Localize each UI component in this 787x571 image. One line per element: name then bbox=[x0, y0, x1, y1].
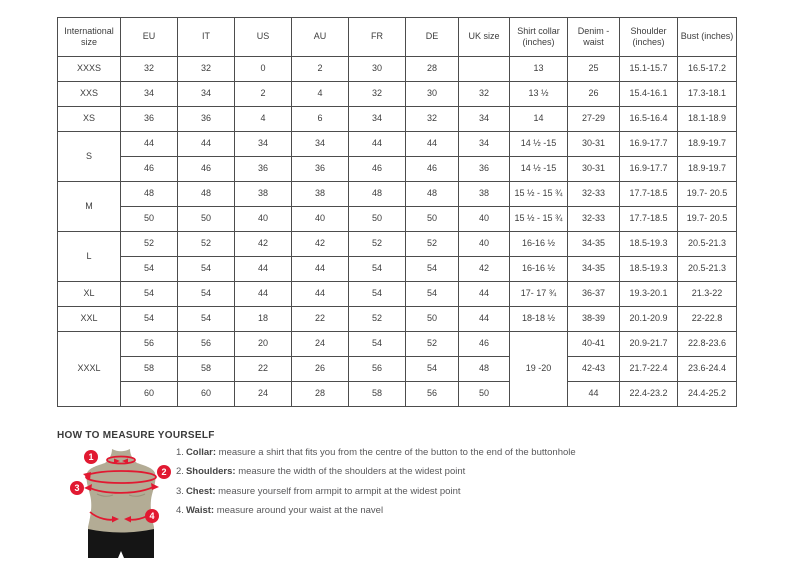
table-row bbox=[58, 307, 737, 332]
table-cell: 42 bbox=[235, 232, 292, 257]
table-cell: 46 bbox=[121, 157, 178, 182]
instruction-text: measure the width of the shoulders at the widest point bbox=[235, 466, 466, 478]
table-cell: 14 bbox=[510, 107, 568, 132]
table-cell: 23.6-24.4 bbox=[678, 357, 737, 382]
table-cell: 50 bbox=[406, 307, 459, 332]
table-cell: 38 bbox=[292, 182, 349, 207]
table-row bbox=[58, 332, 737, 357]
table-cell: 32 bbox=[349, 82, 406, 107]
table-cell: 44 bbox=[349, 132, 406, 157]
table-cell: 56 bbox=[178, 332, 235, 357]
measure-section-heading: HOW TO MEASURE YOURSELF bbox=[57, 430, 215, 441]
column-header: UK size bbox=[459, 18, 510, 57]
table-cell: 42 bbox=[459, 257, 510, 282]
svg-text:2: 2 bbox=[161, 467, 167, 477]
table-cell: 34 bbox=[459, 107, 510, 132]
column-header: IT bbox=[178, 18, 235, 57]
table-cell: 54 bbox=[121, 257, 178, 282]
table-cell: 14 ½ -15 bbox=[510, 157, 568, 182]
table-row bbox=[58, 232, 737, 257]
table-cell: 48 bbox=[406, 182, 459, 207]
table-cell: 46 bbox=[459, 332, 510, 357]
table-cell: 44 bbox=[568, 382, 620, 407]
table-cell: 36 bbox=[292, 157, 349, 182]
table-cell: 16-16 ½ bbox=[510, 257, 568, 282]
size-table-body bbox=[58, 57, 737, 407]
measure-instruction-shoulders bbox=[176, 466, 736, 477]
table-row bbox=[58, 357, 737, 382]
table-cell: 58 bbox=[121, 357, 178, 382]
table-cell: 52 bbox=[349, 232, 406, 257]
table-cell: 32 bbox=[121, 57, 178, 82]
svg-text:3: 3 bbox=[74, 483, 80, 493]
table-cell: 15.4-16.1 bbox=[620, 82, 678, 107]
table-cell: 18 bbox=[235, 307, 292, 332]
column-header: Bust (inches) bbox=[678, 18, 737, 57]
table-cell: 30-31 bbox=[568, 157, 620, 182]
table-cell: 22 bbox=[235, 357, 292, 382]
table-cell: 13 ½ bbox=[510, 82, 568, 107]
table-cell: 0 bbox=[235, 57, 292, 82]
table-cell: 38 bbox=[459, 182, 510, 207]
table-cell: 17.3-18.1 bbox=[678, 82, 737, 107]
measure-point-2-badge bbox=[157, 465, 171, 479]
table-cell: 28 bbox=[292, 382, 349, 407]
table-cell: 18.5-19.3 bbox=[620, 257, 678, 282]
table-cell: 36-37 bbox=[568, 282, 620, 307]
table-cell: 13 bbox=[510, 57, 568, 82]
table-cell: 22-22.8 bbox=[678, 307, 737, 332]
column-header: EU bbox=[121, 18, 178, 57]
table-cell: 25 bbox=[568, 57, 620, 82]
table-cell: 36 bbox=[178, 107, 235, 132]
table-cell: 50 bbox=[349, 207, 406, 232]
table-cell: 44 bbox=[406, 132, 459, 157]
table-cell: S bbox=[58, 132, 121, 182]
instruction-number: 4. bbox=[176, 505, 184, 517]
table-cell: 58 bbox=[349, 382, 406, 407]
measurement-figure bbox=[60, 447, 175, 566]
table-cell: 34 bbox=[349, 107, 406, 132]
table-cell: 2 bbox=[292, 57, 349, 82]
table-cell: 38 bbox=[235, 182, 292, 207]
table-cell: 52 bbox=[406, 332, 459, 357]
table-cell: 32 bbox=[406, 107, 459, 132]
table-cell: 56 bbox=[349, 357, 406, 382]
table-row bbox=[58, 382, 737, 407]
table-cell: 48 bbox=[459, 357, 510, 382]
table-cell: 16.9-17.7 bbox=[620, 132, 678, 157]
instruction-text: measure around your waist at the navel bbox=[214, 505, 384, 517]
table-cell: 54 bbox=[349, 332, 406, 357]
measure-instruction-chest bbox=[176, 486, 736, 497]
table-cell: 18.9-19.7 bbox=[678, 157, 737, 182]
table-cell: 20.5-21.3 bbox=[678, 257, 737, 282]
table-cell: M bbox=[58, 182, 121, 232]
measure-point-1-badge bbox=[84, 450, 98, 464]
table-cell: 27-29 bbox=[568, 107, 620, 132]
table-row bbox=[58, 157, 737, 182]
table-cell: 22 bbox=[292, 307, 349, 332]
table-cell: 20.9-21.7 bbox=[620, 332, 678, 357]
table-cell: 44 bbox=[121, 132, 178, 157]
table-cell: 34 bbox=[235, 132, 292, 157]
table-cell bbox=[459, 57, 510, 82]
column-header: Denim - waist bbox=[568, 18, 620, 57]
table-cell: 16.9-17.7 bbox=[620, 157, 678, 182]
table-cell: 16.5-16.4 bbox=[620, 107, 678, 132]
table-cell: XL bbox=[58, 282, 121, 307]
table-cell: XS bbox=[58, 107, 121, 132]
table-row bbox=[58, 57, 737, 82]
table-cell: 18.5-19.3 bbox=[620, 232, 678, 257]
column-header: US bbox=[235, 18, 292, 57]
column-header: International size bbox=[58, 18, 121, 57]
table-cell: XXXL bbox=[58, 332, 121, 407]
table-cell: XXXS bbox=[58, 57, 121, 82]
instruction-text: measure yourself from armpit to armpit at the widest point bbox=[215, 485, 461, 497]
table-row bbox=[58, 207, 737, 232]
table-cell: 30 bbox=[349, 57, 406, 82]
table-cell: 48 bbox=[178, 182, 235, 207]
column-header: DE bbox=[406, 18, 459, 57]
table-cell: 17- 17 ¾ bbox=[510, 282, 568, 307]
table-cell: 52 bbox=[349, 307, 406, 332]
table-cell: 30-31 bbox=[568, 132, 620, 157]
table-cell: 22.4-23.2 bbox=[620, 382, 678, 407]
measure-instruction-collar bbox=[176, 447, 736, 458]
table-cell: 42 bbox=[292, 232, 349, 257]
chest-arrow-right bbox=[151, 483, 159, 490]
table-cell: 19 -20 bbox=[510, 332, 568, 407]
table-cell: 18.9-19.7 bbox=[678, 132, 737, 157]
table-cell: XXL bbox=[58, 307, 121, 332]
table-cell: 44 bbox=[235, 282, 292, 307]
table-cell: 60 bbox=[178, 382, 235, 407]
table-cell: 28 bbox=[406, 57, 459, 82]
instruction-label: Waist: bbox=[185, 505, 215, 517]
table-cell: 6 bbox=[292, 107, 349, 132]
instruction-number: 3. bbox=[176, 485, 184, 497]
table-cell: 34 bbox=[459, 132, 510, 157]
table-cell: 19.3-20.1 bbox=[620, 282, 678, 307]
table-cell: 54 bbox=[406, 357, 459, 382]
table-cell: 32-33 bbox=[568, 207, 620, 232]
table-cell: 54 bbox=[349, 282, 406, 307]
table-cell: 19.7- 20.5 bbox=[678, 207, 737, 232]
table-cell: 17.7-18.5 bbox=[620, 182, 678, 207]
table-cell: 50 bbox=[178, 207, 235, 232]
measure-instruction-waist bbox=[176, 505, 736, 516]
table-cell: 50 bbox=[121, 207, 178, 232]
table-cell: 32 bbox=[459, 82, 510, 107]
table-cell: 20.5-21.3 bbox=[678, 232, 737, 257]
table-cell: 40 bbox=[235, 207, 292, 232]
table-cell: 22.8-23.6 bbox=[678, 332, 737, 357]
table-cell: 15.1-15.7 bbox=[620, 57, 678, 82]
table-cell: 36 bbox=[121, 107, 178, 132]
table-cell: 42-43 bbox=[568, 357, 620, 382]
table-cell: 30 bbox=[406, 82, 459, 107]
table-cell: 21.7-22.4 bbox=[620, 357, 678, 382]
table-cell: 4 bbox=[292, 82, 349, 107]
table-cell: 54 bbox=[178, 307, 235, 332]
table-row bbox=[58, 132, 737, 157]
table-cell: 34-35 bbox=[568, 232, 620, 257]
table-cell: 24 bbox=[292, 332, 349, 357]
instruction-number: 2. bbox=[176, 466, 184, 478]
table-cell: 18-18 ½ bbox=[510, 307, 568, 332]
table-cell: 20 bbox=[235, 332, 292, 357]
table-row bbox=[58, 107, 737, 132]
table-cell: 24.4-25.2 bbox=[678, 382, 737, 407]
table-cell: 54 bbox=[406, 282, 459, 307]
measure-instructions bbox=[176, 447, 736, 525]
table-cell: 46 bbox=[349, 157, 406, 182]
table-cell: 52 bbox=[406, 232, 459, 257]
table-cell: 44 bbox=[459, 307, 510, 332]
table-row bbox=[58, 182, 737, 207]
table-cell: 14 ½ -15 bbox=[510, 132, 568, 157]
table-cell: 44 bbox=[235, 257, 292, 282]
column-header: FR bbox=[349, 18, 406, 57]
table-cell: 21.3-22 bbox=[678, 282, 737, 307]
table-cell: 46 bbox=[406, 157, 459, 182]
table-cell: 46 bbox=[178, 157, 235, 182]
table-cell: 44 bbox=[292, 282, 349, 307]
torso-shape bbox=[87, 449, 156, 539]
measure-point-3-badge bbox=[70, 481, 84, 495]
table-cell: 32-33 bbox=[568, 182, 620, 207]
table-cell: 24 bbox=[235, 382, 292, 407]
shorts-shape bbox=[88, 529, 154, 558]
table-cell: 54 bbox=[121, 282, 178, 307]
instruction-text: measure a shirt that fits you from the centre of the button to the end of the buttonhole bbox=[216, 447, 576, 458]
table-cell: 56 bbox=[121, 332, 178, 357]
table-cell: 54 bbox=[349, 257, 406, 282]
table-cell: 52 bbox=[121, 232, 178, 257]
table-cell: 2 bbox=[235, 82, 292, 107]
instruction-label: Shoulders: bbox=[185, 466, 236, 478]
table-cell: 34 bbox=[178, 82, 235, 107]
torso-diagram bbox=[60, 447, 175, 566]
table-cell: 19.7- 20.5 bbox=[678, 182, 737, 207]
column-header: Shirt collar (inches) bbox=[510, 18, 568, 57]
table-cell: 36 bbox=[459, 157, 510, 182]
table-cell: 54 bbox=[178, 282, 235, 307]
table-cell: 36 bbox=[235, 157, 292, 182]
svg-text:4: 4 bbox=[149, 511, 155, 521]
table-cell: 40-41 bbox=[568, 332, 620, 357]
table-cell: 15 ½ - 15 ¾ bbox=[510, 207, 568, 232]
table-cell: L bbox=[58, 232, 121, 282]
column-header: Shoulder (inches) bbox=[620, 18, 678, 57]
table-cell: 54 bbox=[121, 307, 178, 332]
table-cell: 52 bbox=[178, 232, 235, 257]
instruction-label: Chest: bbox=[185, 485, 216, 497]
table-cell: 34 bbox=[121, 82, 178, 107]
table-cell: 16.5-17.2 bbox=[678, 57, 737, 82]
table-cell: 40 bbox=[292, 207, 349, 232]
table-cell: 26 bbox=[292, 357, 349, 382]
table-cell: 26 bbox=[568, 82, 620, 107]
column-header: AU bbox=[292, 18, 349, 57]
table-row bbox=[58, 82, 737, 107]
measure-point-4-badge bbox=[145, 509, 159, 523]
table-cell: 54 bbox=[406, 257, 459, 282]
table-cell: 40 bbox=[459, 207, 510, 232]
table-cell: 48 bbox=[349, 182, 406, 207]
size-table-header bbox=[58, 18, 737, 57]
table-cell: 54 bbox=[178, 257, 235, 282]
instruction-number: 1. bbox=[176, 447, 184, 458]
svg-text:1: 1 bbox=[88, 452, 94, 462]
table-cell: 34 bbox=[292, 132, 349, 157]
table-cell: 38-39 bbox=[568, 307, 620, 332]
table-cell: 34-35 bbox=[568, 257, 620, 282]
table-cell: 15 ½ - 15 ¾ bbox=[510, 182, 568, 207]
table-cell: 32 bbox=[178, 57, 235, 82]
table-cell: 44 bbox=[459, 282, 510, 307]
table-cell: 16-16 ½ bbox=[510, 232, 568, 257]
table-cell: 50 bbox=[406, 207, 459, 232]
table-cell: 4 bbox=[235, 107, 292, 132]
table-cell: 56 bbox=[406, 382, 459, 407]
table-cell: 60 bbox=[121, 382, 178, 407]
table-cell: 20.1-20.9 bbox=[620, 307, 678, 332]
table-row bbox=[58, 257, 737, 282]
table-cell: 17.7-18.5 bbox=[620, 207, 678, 232]
table-cell: XXS bbox=[58, 82, 121, 107]
table-cell: 44 bbox=[178, 132, 235, 157]
size-table bbox=[57, 17, 737, 407]
table-cell: 50 bbox=[459, 382, 510, 407]
instruction-label: Collar: bbox=[185, 447, 217, 458]
table-cell: 48 bbox=[121, 182, 178, 207]
table-row bbox=[58, 282, 737, 307]
table-cell: 44 bbox=[292, 257, 349, 282]
table-cell: 58 bbox=[178, 357, 235, 382]
table-cell: 18.1-18.9 bbox=[678, 107, 737, 132]
table-cell: 40 bbox=[459, 232, 510, 257]
